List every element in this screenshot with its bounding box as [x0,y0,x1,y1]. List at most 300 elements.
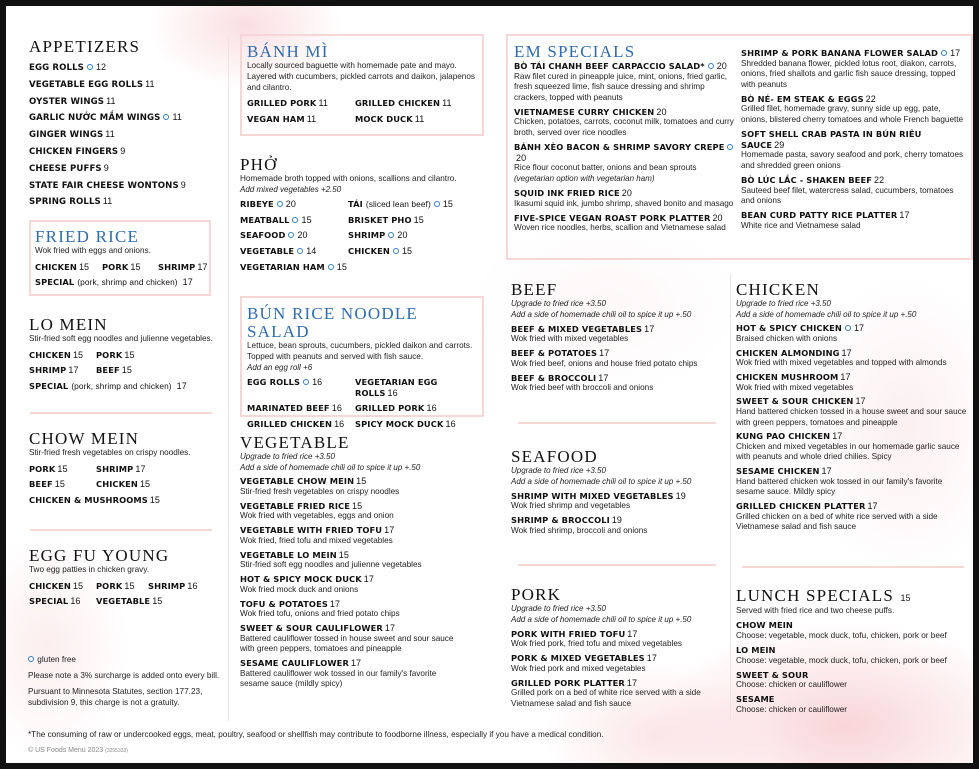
item-price: 15 [78,261,90,272]
chicken-title: CHICKEN [736,280,820,299]
item-price: 15 [121,365,132,376]
item-name: GRILLED CHICKEN [355,98,441,109]
menu-item [240,599,465,610]
menu-item [511,678,726,689]
item-price: 15 [401,246,413,257]
item-price: 20 [285,199,296,210]
menu-entry [511,678,726,710]
item-name: VEGETARIAN EGG ROLLS [355,377,438,398]
seafood-section [511,448,726,536]
vegetable-section [240,434,480,690]
menu-item [29,495,219,506]
chicken-section [736,281,971,533]
menu-item [741,129,967,150]
item-price: 15 [130,261,141,272]
gluten-free-icon [727,144,733,150]
item-price: 17 [821,466,832,477]
menu-item [96,365,219,376]
menu-item [96,596,163,607]
gluten-free-icon [388,232,394,238]
menu-item [29,365,96,376]
menu-item [29,143,219,160]
lo-mein-items [29,350,219,376]
item-name: SWEET & SOUR [736,669,809,680]
lo-mein-special [29,381,219,392]
menu-entry [736,670,971,691]
menu-item [29,160,219,177]
item-price: 17 [599,348,610,359]
item-description: Wok fried shrimp and vegetables [511,501,631,511]
item-price: 16 [426,403,437,414]
item-price: 17 [135,463,146,474]
item-price: 16 [70,596,81,607]
vegetable-items [240,476,465,690]
menu-item [240,623,465,634]
lo-mein-description: Stir-fried soft egg noodles and julienne vegetables. [29,334,213,343]
item-name: CHICKEN [348,246,390,257]
menu-item [240,199,348,210]
menu-item [240,262,348,273]
item-name: SHRIMP [96,463,134,474]
fried-rice-special-price: 17 [182,277,193,288]
lo-mein-special-name: SPECIAL [29,380,69,391]
item-name: BÒ NÉ- EM STEAK & EGGS [741,93,864,104]
item-price: 22 [865,93,876,104]
item-name: SHRIMP [158,261,196,272]
gluten-free-legend [28,654,228,665]
menu-entry [741,94,967,126]
em-specials-title: EM SPECIALS [514,42,636,61]
chicken-upgrade: Upgrade to fried rice +3.50 [736,299,831,308]
fried-rice-items [35,262,209,273]
item-name: CHOW MEIN [736,620,793,631]
bun-addon: Add an egg roll +6 [247,362,313,372]
item-description: Stir-fried fresh vegetables on crispy noodles [240,486,400,496]
lo-mein-special-note: (pork, shrimp and chicken) [71,380,172,391]
item-name: CHICKEN [29,580,71,591]
fried-rice-section [29,220,211,296]
lo-mein-section [29,316,219,392]
menu-entry [736,501,971,533]
statute-line-2: subdivision 9, this charge is not a gratuity. [28,698,180,707]
pho-addon: Add mixed vegetables +2.50 [240,184,342,194]
item-price: 17 [363,574,374,585]
egg-fu-young-section [29,547,219,607]
pork-section [511,586,726,710]
pho-items [240,199,480,272]
beef-upgrade: Upgrade to fried rice +3.50 [511,299,606,308]
gluten-free-icon [87,64,93,70]
menu-item [158,262,209,273]
divider [518,564,716,566]
item-price: 11 [442,98,452,109]
item-name: LO MEIN [736,644,776,655]
menu-item [247,98,355,109]
item-name: CHICKEN [96,479,138,490]
menu-item [96,350,219,361]
fried-rice-description: Wok fried with eggs and onions. [35,246,151,255]
gluten-free-icon [845,325,851,331]
item-name: SPICY MOCK DUCK [355,418,444,429]
gluten-free-icon [434,201,440,207]
beef-chili: Add a side of homemade chili oil to spice it up +.50 [511,309,692,319]
item-name: TOFU & POTATOES [240,598,328,609]
menu-entry [511,629,726,650]
item-name: CHICKEN MUSHROOM [736,371,839,382]
chow-mein-title: CHOW MEIN [29,429,140,448]
item-name: MOCK DUCK [355,113,413,124]
item-description: Wok fried beef, onions and house fried potato chips [511,358,698,368]
menu-item [355,98,482,109]
lo-mein-special-price: 17 [176,380,187,391]
item-price: 11 [172,112,182,123]
gluten-free-icon [288,232,294,238]
item-name: VEGAN HAM [247,113,305,124]
menu-item [96,581,148,592]
item-name: VEGETABLE LO MEIN [240,549,337,560]
item-description: Wok fried pork, fried tofu and mixed vegetables [511,639,682,649]
pork-items [511,629,726,710]
item-description: Battered cauliflower wok tossed in our family's favorite sesame sauce (mildly spicy) [240,668,437,689]
item-name: CHICKEN [35,261,77,272]
menu-item [511,373,726,384]
menu-item [102,262,158,273]
item-name: CHICKEN FINGERS [29,146,119,157]
chicken-items [736,323,971,533]
item-name: SESAME [736,694,775,705]
em-specials-section [506,34,973,260]
appetizers-list [29,59,219,210]
item-description: Grilled pork on a bed of white rice served with a side Vietnamese salad and fish sauce [511,688,701,709]
item-description: Wok fried tofu, onions and fried potato chips [240,609,400,619]
item-name: CHICKEN & MUSHROOMS [29,494,148,505]
item-name: BEEF & POTATOES [511,348,598,359]
menu-entry [741,48,967,90]
item-description: Homemade pasta, savory seafood and pork, cherry tomatoes and shredded green onions [741,150,964,170]
menu-entry [736,431,971,463]
menu-entry [514,213,736,234]
item-price: 11 [105,129,115,140]
item-name: CHICKEN ALMONDING [736,347,840,358]
item-name: EGG ROLLS [29,63,84,73]
menu-entry [736,645,971,666]
item-name: VEGETABLE FRIED RICE [240,500,350,511]
item-price: 17 [329,598,341,609]
item-name: VEGETABLE CHOW MEIN [240,476,355,487]
item-name: SEAFOOD [240,230,286,241]
item-name: SHRIMP [29,365,67,376]
item-description: Ikasumi squid ink, jumbo shrimp, shaved bonito and masago [514,198,734,208]
item-price: 15 [124,349,135,360]
vegetable-chili: Add a side of homemade chili oil to spice it up +.50 [240,462,421,472]
menu-item [29,93,219,110]
menu-item [247,419,355,430]
item-name: CHEESE PUFFS [29,163,102,174]
item-description: Grilled filet, homemade gravy, sunny side up egg, pate, onions, blistered cherry tomatoes and whole French baguette [741,104,964,125]
item-name: PORK & MIXED VEGETABLES [511,653,645,664]
menu-item [741,48,967,59]
lunch-items [736,620,971,715]
item-name: BEEF & MIXED VEGETABLES [511,323,643,334]
gluten-free-icon [297,248,303,254]
item-price: 17 [68,365,79,376]
vegetable-title: VEGETABLE [240,433,350,452]
item-price: 20 [716,61,727,71]
item-description: Hand battered chicken tossed in a house sweet and sour sauce with green peppers, tomatoes and pineapple [736,406,967,427]
item-description: Wok fried shrimp, broccoli and onions [511,525,648,535]
item-name: PORK [96,580,123,591]
item-price: 20 [516,152,527,163]
item-price: 11 [106,95,116,106]
item-name: SWEET & SOUR CHICKEN [736,396,854,407]
item-price: 17 [899,210,910,221]
item-name: SWEET & SOUR CAULIFLOWER [240,623,383,634]
menu-item [736,466,971,477]
menu-entry [514,61,736,103]
item-name: VEGETARIAN HAM [240,261,325,272]
seafood-upgrade: Upgrade to fried rice +3.50 [511,466,606,475]
item-price: 17 [350,658,362,669]
banh-mi-section [240,34,484,136]
menu-item [29,350,96,361]
menu-entry [511,491,726,512]
menu-item [29,76,219,93]
banh-mi-description: Locally sourced baguette with homemade pate and mayo. Layered with cucumbers, pickled carrots and daikon, jalapenos and cilantro. [247,61,476,92]
item-description: Shredded banana flower, pickled lotus root, diakon, carrots, onions, fried shallots and garlic fish sauce dressing, topped with peanuts [741,58,957,89]
item-description: Raw filet cured in pineapple juice, mint, onions, fried garlic, fresh squeezed lime, fish sauce dressing and shrimp crackers, topped with peanuts [514,71,727,102]
menu-item [736,501,971,512]
item-description: Wok fried with mixed vegetables [736,382,854,392]
menu-code: (3255333) [105,748,128,754]
item-price: 11 [145,78,155,89]
menu-item [96,464,219,475]
item-description: Wok fried beef with broccoli and onions [511,383,654,393]
menu-entry [741,210,967,231]
gluten-free-icon [393,248,399,254]
menu-entry [736,466,971,498]
menu-item [240,215,348,226]
item-price: 17 [950,48,961,58]
menu-item [348,230,480,241]
menu-item [741,175,967,186]
menu-entry [741,129,967,171]
menu-entry [514,107,736,139]
item-description: Wok fried with mixed vegetables [511,334,629,344]
menu-entry [240,476,465,497]
gluten-free-icon [163,114,169,120]
item-name: VEGETABLE WITH FRIED TOFU [240,525,383,536]
menu-item [741,94,967,105]
item-price: 17 [197,261,208,272]
menu-item [736,396,971,407]
item-name: GRILLED PORK [247,98,317,109]
lunch-specials-header [736,587,971,606]
item-price: 16 [445,418,456,429]
item-name: GRILLED PORK [355,403,425,414]
item-name: MEATBALL [240,214,290,225]
menu-entry [741,175,967,207]
copyright-text: © US Foods Menu 2023 [28,747,104,754]
item-name: SHRIMP WITH MIXED VEGETABLES [511,490,674,501]
bun-section [240,296,484,429]
menu-item [29,479,96,490]
divider [30,529,212,531]
menu-entry [736,348,971,369]
menu-item [247,377,355,398]
beef-title: BEEF [511,280,558,299]
item-name: SHRIMP [148,580,186,591]
item-name: OYSTER WINGS [29,96,105,107]
item-description: Choose: vegetable, mock duck, tofu, chicken, pork or beef [736,630,947,640]
item-price: 11 [414,113,425,124]
bun-title: BÚN RICE NOODLE SALAD [247,304,418,341]
item-price: 15 [442,199,454,210]
item-price: 16 [331,403,342,414]
item-price: 17 [644,323,655,334]
menu-entry [514,188,736,209]
menu-entry [511,324,726,345]
menu-entry [514,142,736,184]
item-name: FIVE-SPICE VEGAN ROAST PORK PLATTER [514,212,711,223]
menu-item [736,431,971,442]
item-description: Braised chicken with onions [736,333,838,343]
fried-rice-special-name: SPECIAL [35,277,75,288]
gluten-free-icon [292,217,298,223]
menu-item [240,230,348,241]
item-name: GRILLED CHICKEN [247,418,333,429]
item-description: Wok fried with mixed vegetables and topped with almonds [736,358,947,368]
em-specials-right-column [741,48,967,232]
menu-item [240,525,465,536]
item-description: Choose: vegetable, mock duck, tofu, chicken, pork or beef [736,655,947,665]
item-price: 11 [306,113,317,124]
item-name: SQUID INK FRIED RICE [514,187,620,198]
item-description: Battered cauliflower tossed in house sweet and sour sauce with green peppers, tomatoes and pineapple [240,633,454,654]
menu-item [240,246,348,257]
item-price: 17 [853,323,865,334]
pho-description: Homemade broth topped with onions, scallions and cilantro. [240,174,457,183]
menu-entry [240,574,465,595]
item-description: Wok fried, fried tofu and mixed vegetables [240,535,393,545]
item-price: 17 [626,677,638,688]
item-price: 15 [301,214,312,225]
bun-description: Lettuce, bean sprouts, cucumbers, pickled daikon and carrots. Topped with peanuts and served with fish sauce. [247,341,473,361]
menu-entry [240,525,465,546]
statute-line-1: Pursuant to Minnesota Statutes, section 177.23, [28,687,203,696]
egg-fu-young-title: EGG FU YOUNG [29,546,170,565]
item-price: 16 [187,580,198,591]
menu-page [6,6,973,763]
item-name: GARLIC NƯỚC MẮM WINGS [29,113,161,124]
item-name: VEGETABLE [240,246,295,257]
item-price: 15 [72,580,84,591]
item-description: Hand battered chicken wok tossed in our family's favorite sesame sauce. Mildly spicy [736,476,943,497]
seafood-title: SEAFOOD [511,447,598,466]
item-price: 16 [334,418,345,429]
menu-item [240,501,465,512]
item-name: HOT & SPICY CHICKEN [736,323,842,334]
menu-entry [736,396,971,428]
item-description: Chicken and mixed vegetables in our homemade garlic sauce with peanuts and whole dried chilies. Spicy [736,441,960,462]
pho-title: PHỞ [240,155,278,174]
item-price: 15 [413,214,424,225]
item-name: MARINATED BEEF [247,403,330,414]
gluten-free-icon [28,656,34,662]
menu-item [355,403,482,414]
item-name: VEGETABLE EGG ROLLS [29,79,144,90]
item-name: SPECIAL [29,596,69,607]
item-name: BRISKET PHO [348,214,412,225]
menu-item [355,419,482,430]
divider [742,566,964,568]
menu-entry [736,694,971,715]
item-description: Wok fried mock duck and onions [240,584,359,594]
item-description: Chicken, potatoes, carrots, coconut milk, tomatoes and curry broth, served over rice noodles [514,117,734,138]
copyright [28,747,128,754]
banh-mi-title: BÁNH MÌ [247,42,329,61]
menu-item [240,476,465,487]
gluten-free-icon [708,63,714,69]
pho-section [240,156,480,272]
item-price: 9 [180,179,186,190]
item-description: White rice and Vietnamese salad [741,220,861,230]
item-price: 17 [627,628,638,639]
gluten-free-label: gluten free [37,655,76,664]
item-name: CHICKEN [29,349,71,360]
item-price: 17 [867,501,878,512]
bun-items [247,377,482,429]
item-price: 22 [874,175,885,186]
menu-item [240,658,465,669]
gluten-free-icon [277,201,283,207]
item-price: 20 [656,106,667,117]
menu-item [29,59,219,76]
menu-item [96,479,219,490]
item-note: (vegetarian option with vegetarian ham) [514,173,655,183]
menu-item [514,107,736,118]
item-description: Rice flour coconut batter, onions and bean sprouts [514,163,697,173]
menu-entry [511,515,726,536]
item-name: BEEF [96,365,120,376]
appetizers-title: APPETIZERS [29,37,141,56]
food-safety-disclaimer: *The consuming of raw or undercooked eggs, meat, poultry, seafood or shellfish may contribute to foodborne illness, especially if you have a medical condition. [28,730,604,739]
lo-mein-title: LO MEIN [29,315,108,334]
item-price: 15 [139,479,151,490]
vegetable-upgrade: Upgrade to fried rice +3.50 [240,452,335,461]
appetizers-section [29,38,219,210]
menu-item [511,629,726,640]
item-name: BEEF [29,479,53,490]
item-name: BÒ TÁI CHANH BEEF CARPACCIO SALAD* [514,61,705,71]
legend [28,654,228,708]
menu-item [736,372,971,383]
item-description: Wok fried pork and mixed vegetables [511,663,646,673]
item-price: 9 [120,145,126,156]
item-name: TÁI [348,199,363,210]
item-description: Choose: chicken or cauliflower [736,680,848,690]
item-price: 16 [387,387,398,398]
item-name: SHRIMP & BROCCOLI [511,515,610,526]
item-price: 17 [384,525,395,536]
item-name: SHRIMP [348,230,386,241]
item-price: 17 [841,347,852,358]
item-description: Grilled chicken on a bed of white rice served with a side Vietnamese salad and fish sauce [736,511,938,532]
menu-entry [240,501,465,522]
item-price: 15 [72,349,84,360]
item-price: 15 [149,494,161,505]
menu-item [348,199,480,210]
menu-item [511,348,726,359]
